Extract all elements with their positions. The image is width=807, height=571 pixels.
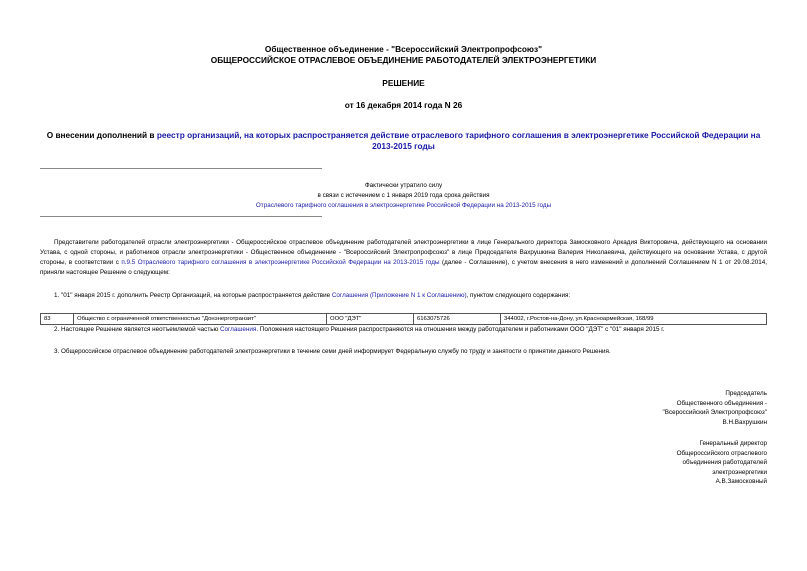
preamble-paragraph [40, 238, 767, 278]
item-1 [40, 291, 767, 301]
item-2-text-2: . Положения настоящего Решения распространяются на отношения между работодателем и работниками ООО "ДЭТ" с "01" января 2015 г. [256, 326, 665, 333]
agreement-appendix-link[interactable]: Соглашения (Приложение N 1 к Соглашению) [331, 292, 467, 299]
cell-short-name: ООО "ДЭТ" [327, 314, 414, 325]
director-org-1: Общероссийского отраслевого [676, 449, 767, 457]
signature-block-director [560, 439, 767, 487]
tariff-agreement-link[interactable]: Отраслевого тарифного соглашения в электроэнергетике Российской Федерации на 2013-2015 годы [255, 202, 552, 209]
table-row [41, 314, 767, 325]
chairman-org-1: Общественного объединения - [676, 399, 767, 407]
registry-link[interactable]: реестр организаций, на которых распространяется действие отраслевого тарифного соглашения в электроэнергетике Российской Федерации на 2013-2015 годы [156, 130, 761, 151]
director-org-2: объединения работодателей [682, 459, 767, 466]
agreement-link[interactable]: Соглашения [219, 326, 257, 333]
preamble-text-2: (далее - Соглашение), с учетом внесения в него изменений и дополнений Соглашением N 1 от 29.08.2014, приняли настоящее Решение о следующем: [40, 259, 767, 276]
director-name: А.В.Замосковный [715, 478, 767, 485]
item-2-text-1: 2. Настоящее Решение является неотъемлемой частью [54, 326, 220, 333]
clause-9-5-link[interactable]: п.9.5 Отраслевого тарифного соглашения в электроэнергетике Российской Федерации на 2013-2015 годы [121, 259, 440, 266]
document-date: от 16 декабря 2014 года N 26 [344, 100, 463, 110]
chairman-title: Председатель [725, 390, 767, 397]
item-1-text-1: 1. "01" января 2015 г. дополнить Реестр Организаций, на которые распространяется действие [54, 292, 332, 299]
cell-number: 83 [41, 314, 74, 325]
item-3: 3. Общероссийское отраслевое объединение работодателей электроэнергетики в течение семи дней информирует Федеральную службу по труду и занятости о принятии данного Решения. [54, 348, 611, 355]
document-title [40, 130, 767, 152]
item-2 [40, 325, 767, 335]
director-title: Генеральный директор [699, 440, 767, 447]
status-note-line2: в связи с истечением с 1 января 2019 года срока действия [317, 192, 490, 199]
chairman-org-2: "Всероссийский Электропрофсоюз" [662, 409, 767, 416]
org-name-line1: Общественное объединение - "Всероссийский Электропрофсоюз" [264, 44, 543, 54]
cell-full-name: Общество с ограниченной ответственностью "Донэнерготранзит" [74, 314, 327, 325]
registry-table [40, 313, 767, 325]
preamble-text-1: Представители работодателей отрасли электроэнергетики - Общероссийское отраслевое объединение работодателей электроэнергетики в лице Генерального директора Замосковного Аркадия Викторовича, действующего на основании Устава, с одной стороны, и работников отрасли электроэнергетики - Общественное объединение - "Всероссийский Электропрофсоюз" в лице Председателя Вахрушкина Валерия Николаевича, действующего на основании Устава, с другой стороны, в соответствии с [40, 239, 767, 266]
status-note-line1: Фактически утратило силу [364, 182, 443, 189]
divider-bottom [40, 216, 322, 217]
chairman-name: В.Н.Вахрушкин [722, 418, 767, 426]
cell-address: 344002, г.Ростов-на-Дону, ул.Красноармейская, 168/99 [501, 314, 767, 325]
cell-inn: 6163075726 [414, 314, 501, 325]
director-org-3: электроэнергетики [712, 468, 767, 476]
org-name-line2: ОБЩЕРОССИЙСКОЕ ОТРАСЛЕВОЕ ОБЪЕДИНЕНИЕ РАБОТОДАТЕЛЕЙ ЭЛЕКТРОЭНЕРГЕТИКИ [210, 55, 597, 65]
item-1-text-2: , пунктом следующего содержания: [466, 292, 571, 299]
divider-top [40, 168, 322, 169]
title-prefix: О внесении дополнений в [46, 130, 157, 140]
document-type: РЕШЕНИЕ [382, 78, 425, 88]
signature-block-chairman [560, 389, 767, 427]
